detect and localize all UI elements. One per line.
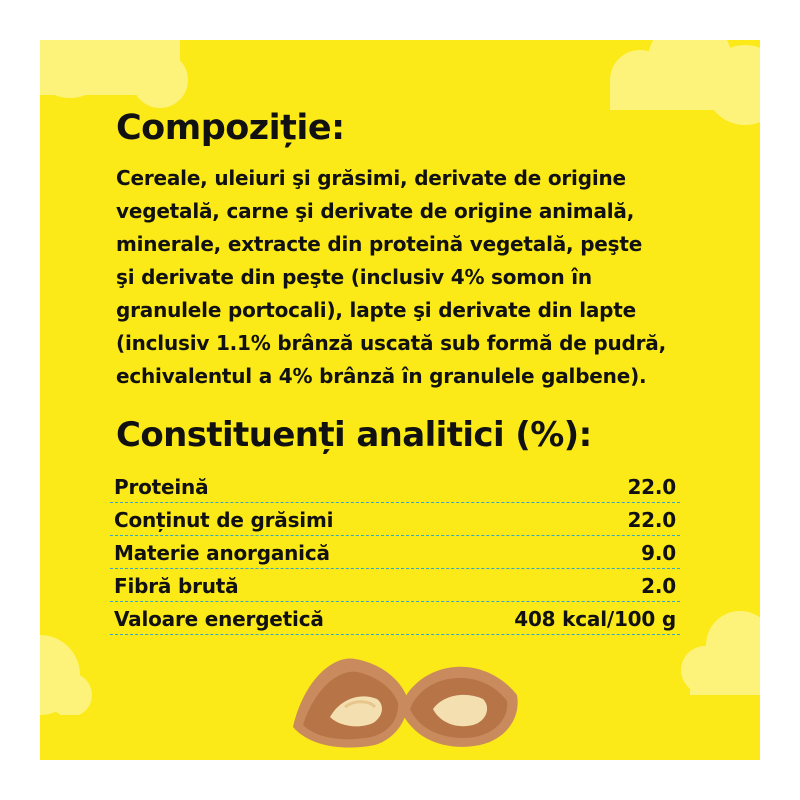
treat-right bbox=[400, 667, 518, 747]
row-value: 2.0 bbox=[641, 574, 676, 598]
row-label: Proteină bbox=[114, 475, 209, 499]
table-row bbox=[110, 536, 680, 569]
row-value: 408 kcal/100 g bbox=[514, 607, 676, 631]
cloud-bottom-left bbox=[40, 625, 110, 715]
yellow-panel bbox=[40, 40, 760, 760]
row-value: 22.0 bbox=[627, 475, 676, 499]
analytic-heading: Constituenți analitici (%): bbox=[116, 415, 592, 455]
table-row bbox=[110, 569, 680, 602]
table-row bbox=[110, 470, 680, 503]
composition-line: granulele portocali), lapte şi derivate din lapte bbox=[116, 298, 637, 322]
composition-text bbox=[116, 162, 736, 393]
composition-line: echivalentul a 4% brânză în granulele galbene). bbox=[116, 364, 647, 388]
treat-left bbox=[293, 659, 407, 748]
composition-heading: Compoziție: bbox=[116, 108, 345, 148]
treat-pillows-image bbox=[285, 647, 525, 757]
cloud-top-right bbox=[580, 40, 760, 140]
composition-line: (inclusiv 1.1% brânză uscată sub formă de pudră, bbox=[116, 331, 666, 355]
table-row bbox=[110, 602, 680, 635]
row-label: Conținut de grăsimi bbox=[114, 508, 334, 532]
composition-line: Cereale, uleiuri şi grăsimi, derivate de origine bbox=[116, 166, 626, 190]
composition-line: vegetală, carne şi derivate de origine animală, bbox=[116, 199, 635, 223]
table-row bbox=[110, 503, 680, 536]
composition-line: şi derivate din peşte (inclusiv 4% somon în bbox=[116, 265, 592, 289]
cloud-bottom-right bbox=[670, 600, 760, 700]
row-value: 9.0 bbox=[641, 541, 676, 565]
analytic-table bbox=[110, 470, 680, 635]
row-label: Valoare energetică bbox=[114, 607, 324, 631]
composition-line: minerale, extracte din proteină vegetală, peşte bbox=[116, 232, 643, 256]
row-value: 22.0 bbox=[627, 508, 676, 532]
row-label: Fibră brută bbox=[114, 574, 239, 598]
row-label: Materie anorganică bbox=[114, 541, 330, 565]
